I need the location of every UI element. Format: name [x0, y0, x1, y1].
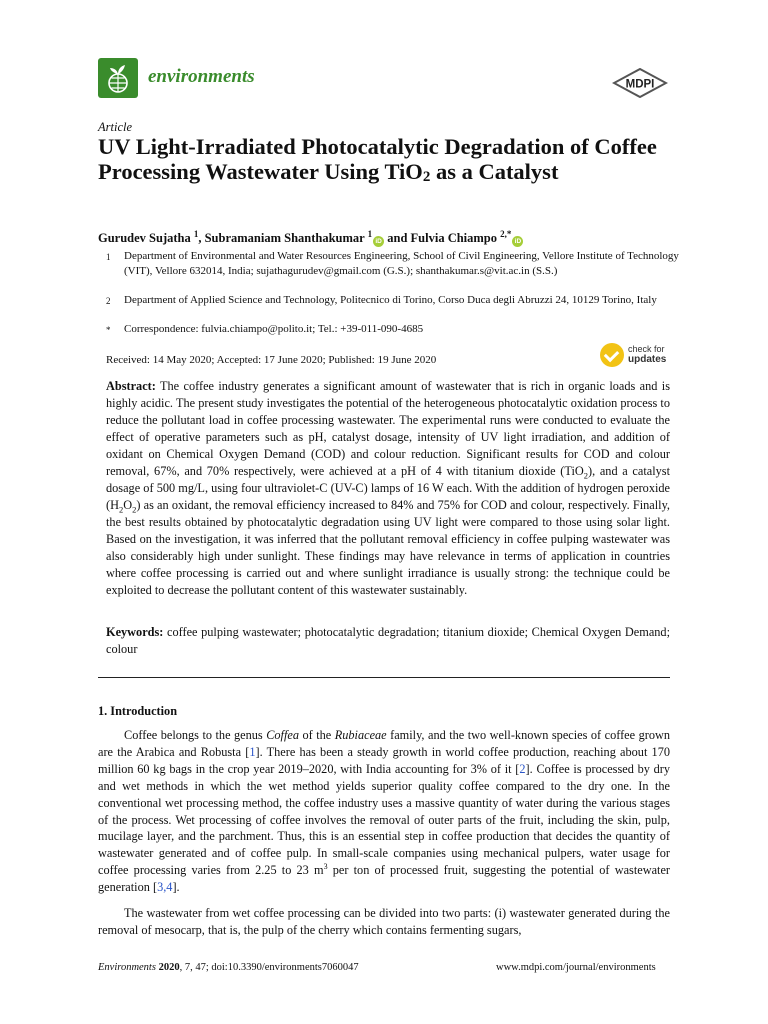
paragraph-text: per ton of processed fruit, suggesting the potential of wastewater generation [: [98, 863, 670, 895]
affiliation-mark: 2: [106, 296, 111, 306]
footer-journal: Environments: [98, 962, 156, 973]
title-subscript: 2: [422, 169, 431, 185]
paragraph-text: ]. There has been a steady growth in world coffee production, reaching about 170 million 60 kg bags in the crop year 2019–2020, with India accounting for 3% of it [: [98, 744, 670, 776]
footer-year: 2020: [158, 962, 180, 973]
footer-doi[interactable]: , 7, 47; doi:10.3390/environments7060047: [179, 962, 359, 973]
publication-dates: Received: 14 May 2020; Accepted: 17 June 2020; Published: 19 June 2020: [106, 354, 437, 366]
abstract-subscript: 2: [132, 504, 137, 515]
abstract-text: ) as an oxidant, the removal efficiency increased to 84% and 75% for COD and colour, respectively. Finally, the best results obtained by photocatalytic degradation using UV light were compared to those using solar light. Based on the investigation, it was inferred that the pollutant removal efficiency in coffee pulping wastewater was also considerably high under sunlight. These findings may have relevance in terms of application in countries where coffee processing is carried out and where sunlight irradiance is usually strong: the technique could be exploited to decrease the pollutant content of this wastewater sustainably.: [106, 498, 670, 597]
mdpi-logo-icon: [612, 68, 668, 98]
correspondence-mark: *: [106, 325, 111, 335]
orcid-icon[interactable]: iD: [512, 236, 523, 247]
footer-url[interactable]: www.mdpi.com/journal/environments: [496, 962, 656, 973]
paragraph-text: ]. Coffee is processed by dry and wet methods in which the wet method yields superior quality coffee compared to the dry one. In the conventional wet processing method, the coffee industry uses a massive quantity of water during the various stages of the process. Wet processing of coffee involves the removal of outer parts of the fruit, including the skin, pulp, mucilage layer, and the parchment. Thus, this is an essential step in coffee production that decides the quantity of wastewater generated and of coffee pulp. In small-scale companies using mechanical pulpers, water usage for coffee processing varies from 2.25 to 23 m: [98, 761, 670, 878]
paragraph-text: of the: [299, 728, 335, 742]
title-part-1: UV Light-Irradiated Photocatalytic Degradation of Coffee Processing Wastewater Using TiO: [98, 134, 657, 184]
author-separator: ,: [198, 231, 205, 246]
citation-link[interactable]: 1: [249, 744, 256, 759]
keywords-label: Keywords:: [106, 625, 164, 639]
author-affiliation-mark: 1: [193, 229, 199, 239]
abstract-label: Abstract:: [106, 379, 156, 393]
author-list: [98, 229, 523, 247]
citation-link[interactable]: 3,4: [157, 880, 173, 895]
mdpi-logo-text: MDPI: [625, 78, 655, 91]
genus-name: Coffea: [266, 728, 299, 742]
affiliation-2: Department of Applied Science and Technology, Politecnico di Torino, Corso Duca degli Abruzzi 24, 10129 Torino, Italy: [124, 294, 657, 306]
abstract-text: O: [123, 498, 133, 512]
section-divider: [98, 677, 670, 678]
paragraph-text: family, and the two well-known species of coffee grown are the Arabica and Robusta [: [98, 728, 671, 759]
title-part-2: as a Catalyst: [430, 159, 559, 184]
footer-citation: [98, 962, 359, 973]
correspondence: Correspondence: fulvia.chiampo@polito.it; Tel.: +39-011-090-4685: [124, 323, 424, 335]
article-type: Article: [98, 120, 133, 134]
author-name[interactable]: Fulvia Chiampo: [410, 231, 498, 246]
intro-paragraph-1: [98, 727, 670, 896]
author-name[interactable]: Subramaniam Shanthakumar: [204, 231, 365, 246]
author-name[interactable]: Gurudev Sujatha: [98, 231, 191, 246]
abstract-text: ), and a catalyst dosage of 500 mg/L, using four ultraviolet-C (UV-C) lamps of 16 W each. With the addition of hydrogen peroxide (H: [106, 464, 670, 512]
check-updates-line-1: check for: [628, 344, 665, 354]
family-name: Rubiaceae: [334, 728, 387, 742]
keywords-text: coffee pulping wastewater; photocatalytic degradation; titanium dioxide; Chemical Oxygen Demand; colour: [106, 625, 670, 656]
check-updates-line-2: updates: [628, 354, 667, 365]
abstract-subscript: 2: [583, 470, 588, 481]
paragraph-text: Coffee belongs to the genus: [124, 728, 267, 742]
citation-link[interactable]: 2: [519, 761, 526, 776]
journal-name[interactable]: environments: [148, 66, 255, 87]
article-title: [98, 134, 678, 184]
orcid-icon[interactable]: iD: [373, 236, 384, 247]
abstract: [106, 378, 670, 599]
journal-logo-icon: [98, 58, 138, 98]
author-separator: and: [384, 231, 411, 246]
section-title: 1. Introduction: [98, 704, 178, 718]
affiliation-mark: 1: [106, 252, 111, 262]
paragraph-text: ].: [172, 880, 180, 895]
affiliation-1: Department of Environmental and Water Resources Engineering, School of Civil Engineering, Vellore Institute of Technology (VIT), Vellore 632014, India; sujathagurudev@gmail.com (G.S.); shanthakumar.s@vit.ac.in (S.S.): [124, 250, 679, 277]
superscript: 3: [323, 862, 328, 872]
author-affiliation-mark: 1: [367, 229, 373, 239]
check-for-updates-button[interactable]: [600, 343, 672, 371]
abstract-text: The coffee industry generates a significant amount of wastewater that is rich in organic loads and is highly acidic. The present study investigates the potential of the heterogeneous photocatalytic oxidation process to reduce the pollutant load in coffee processing wastewater. The experimental runs were conducted to evaluate the effect of operative parameters such as pH, catalyst dosage, intensity of UV light irradiation, and addition of oxidant on Chemical Oxygen Demand (COD) and colour reduction. Significant results for COD and colour removal, 67%, and 70% respectively, were achieved at a pH of 4 with titanium dioxide (TiO: [106, 379, 670, 478]
abstract-subscript: 2: [118, 504, 124, 515]
keywords: [106, 624, 670, 658]
author-affiliation-mark: 2,*: [500, 229, 512, 239]
check-icon: [600, 343, 624, 367]
intro-paragraph-2: The wastewater from wet coffee processing can be divided into two parts: (i) wastewater generated during the removal of mesocarp, that is, the pulp of the cherry which contains fermenting sugars,: [98, 906, 670, 937]
